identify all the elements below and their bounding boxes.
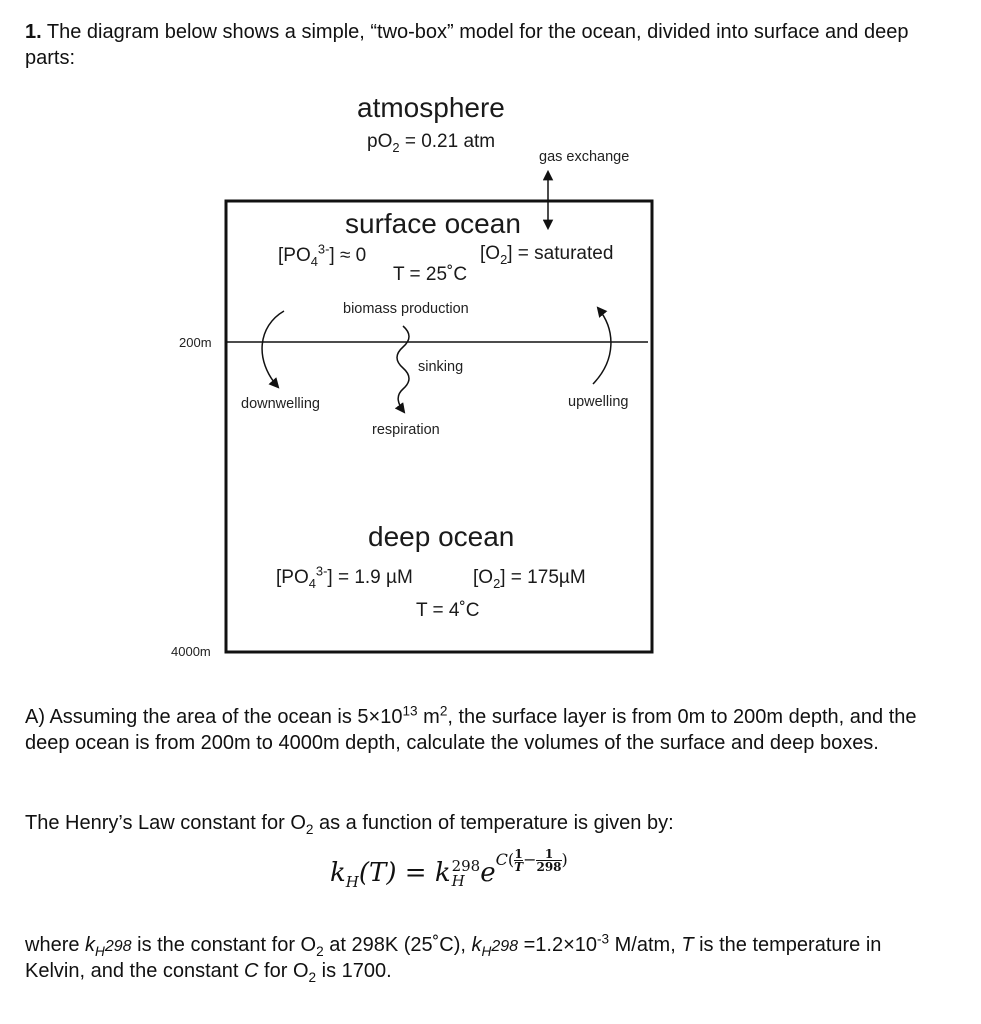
upwelling-arrow — [593, 308, 611, 384]
formula-definitions: where $k_H298$ is the constant for $O_2$ at 298K (25˚C), $k_H298 =1.2\times 10^{-3}$ M/atm, T is the temperature in Kelvin, and the constant C for $O_2$ is 1700. — [25, 931, 882, 985]
downwelling-arrow — [262, 311, 284, 387]
deep-oxygen: $[O_2] = 175\mu M$ — [473, 567, 586, 591]
biomass-production-label: biomass production — [343, 301, 469, 317]
deep-phosphate: $[PO_4^{3-}] = 1.9$ µM — [276, 563, 413, 591]
atmosphere-title: atmosphere — [357, 92, 505, 123]
henry-law-intro: The Henry’s Law constant for $O_2$ as a function of temperature is given by: — [25, 812, 674, 837]
deep-ocean-title: deep ocean — [368, 521, 515, 552]
deep-temperature: T = 4˚C — [416, 600, 480, 621]
sinking-arrow — [397, 326, 409, 412]
depth-label-4000m: 4000m — [171, 644, 211, 659]
henry-law-formula: $k_H(T) = k$ 298 H eC( $\frac{1}{T}$ − $\frac{1}{298}$ ) — [330, 847, 568, 892]
surface-temperature: T = 25˚C — [393, 264, 468, 285]
surface-phosphate: $[PO_4^{3-}] \approx 0$ — [278, 241, 367, 269]
atmosphere-po2: $pO_2 = 0.21$ atm — [367, 131, 496, 155]
depth-label-200m: 200m — [179, 335, 212, 350]
respiration-label: respiration — [372, 422, 440, 438]
surface-oxygen: $[O_2]$ = saturated — [480, 243, 614, 267]
question-intro-text: The diagram below shows a simple, “two-box” model for the ocean, divided into surface and deep parts: — [25, 21, 909, 69]
part-a-text: A) Assuming the area of the ocean is $5\times 10^{13}$ $m^2$, the surface layer is from 0m to 200m depth, and the deep ocean is from 200m to 4000m depth, calculate the volumes of the surface and deep boxes. — [25, 703, 917, 754]
gas-exchange-label: gas exchange — [539, 149, 630, 165]
downwelling-label: downwelling — [241, 396, 320, 412]
upwelling-label: upwelling — [568, 394, 629, 410]
question-number: 1. — [25, 21, 42, 43]
sinking-label: sinking — [418, 359, 464, 375]
surface-ocean-title: surface ocean — [345, 208, 521, 239]
